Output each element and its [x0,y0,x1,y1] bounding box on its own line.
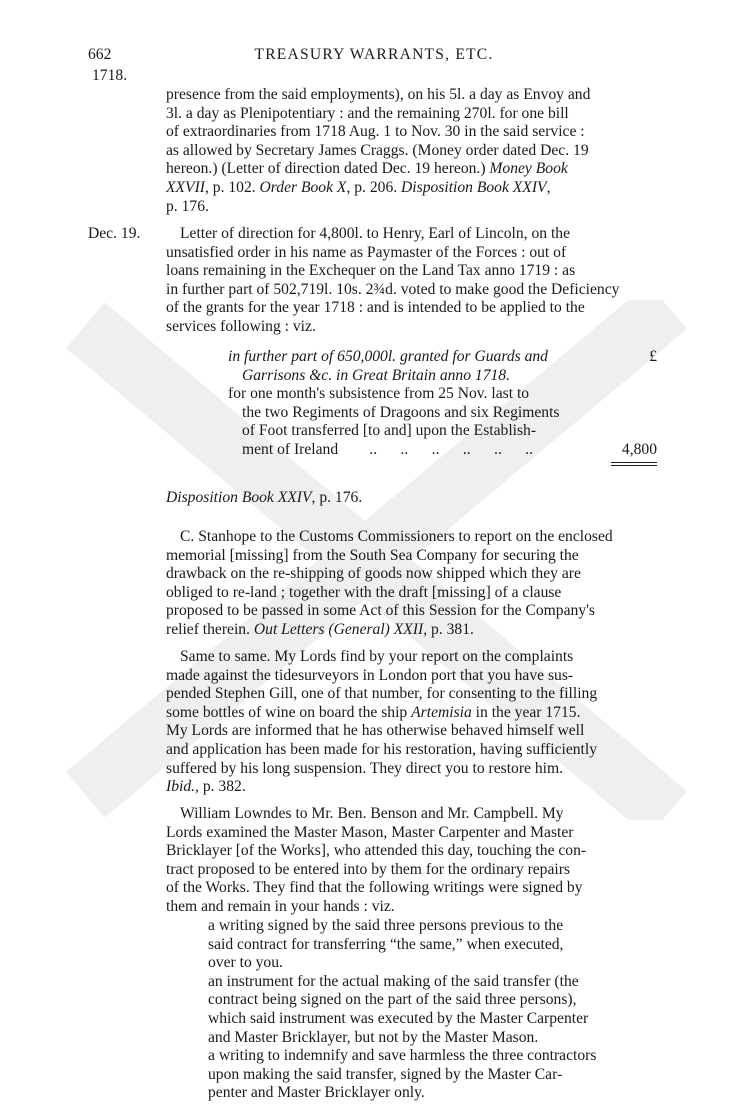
text-line: tract proposed to be entered into by them for the ordinary repairs [166,860,570,878]
entry-lowndes [166,805,657,917]
text-line: Disposition Book XXIV, p. 176. [166,489,363,506]
amount-value: 4,800 [621,441,657,458]
row-text: the two Regiments of Dragoons and six Regiments [242,403,560,421]
text-line: Ibid., p. 382. [166,778,246,796]
text-line: Same to same. My Lords find by your report on the complaints [180,648,574,665]
row-text: for one month's subsistence from 25 Nov. last to [228,385,530,403]
text-line: proposed to be passed in some Act of this Session for the Company's [166,602,595,620]
text-line: of the grants for the year 1718 : and is intended to be applied to the [166,299,585,317]
text-line: made against the tidesurveyors in London port that you have sus- [166,666,574,684]
text-line: pended Stephen Gill, one of that number, for consenting to the filling [166,685,598,703]
text-line: William Lowndes to Mr. Ben. Benson and Mr. Campbell. My [180,805,564,822]
text-line: Letter of direction for 4,800l. to Henry, Earl of Lincoln, on the [180,225,571,242]
total-rule [611,462,657,463]
list-item: a writing signed by the said three persons previous to the said contract for transferring “the same,” when executed, over to you. [208,917,564,972]
text-line: relief therein. Out Letters (General) XXII, p. 381. [166,620,474,638]
text-line: of the Works. They find that the following writings were signed by [166,879,583,897]
total-rule [611,465,657,466]
text-line: My Lords are informed that he has otherwise behaved himself well [166,722,585,740]
list-item: a writing to indemnify and save harmless the three contractors upon making the said transfer, signed by the Master Car- penter and Master Bricklayer only. [208,1047,597,1102]
currency-symbol: £ [649,348,657,365]
text-line: of extraordinaries from 1718 Aug. 1 to Nov. 30 in the said service : [166,123,585,141]
text-line: some bottles of wine on board the ship Artemisia in the year 1715. [166,703,581,721]
text-line: XXVII, p. 102. Order Book X, p. 206. Disposition Book XXIV, [166,178,551,196]
text-line: unsatisfied order in his name as Paymaster of the Forces : out of [166,243,567,261]
text-line: suffered by his long suspension. They direct you to restore him. [166,759,564,777]
page-header [88,46,660,68]
text-line: services following : viz. [166,317,316,335]
text-line: memorial [missing] from the South Sea Company for securing the [166,546,579,564]
table-row [228,348,608,385]
table-row [228,385,608,459]
text-line: 3l. a day as Plenipotentiary : and the remaining 270l. for one bill [166,104,569,122]
text-line: Lords examined the Master Mason, Master Carpenter and Master [166,823,574,841]
text-line: drawback on the re-shipping of goods now shipped which they are [166,565,581,583]
text-line: loans remaining in the Exchequer on the Land Tax anno 1719 : as [166,262,576,280]
entry-source [166,489,657,508]
text-line: presence from the said employments), on his 5l. a day as Envoy and [166,86,591,103]
row-text: Garrisons &c. in Great Britain anno 1718. [242,366,510,384]
entry-letter-of-direction [166,225,657,337]
text-line: them and remain in your hands : viz. [166,897,395,915]
entry-same-to-same [166,648,657,797]
row-text: of Foot transferred [to and] upon the Establish- [242,422,537,440]
running-head: TREASURY WARRANTS, ETC. [254,46,494,63]
row-text: ment of Ireland .. .. .. .. .. .. [242,440,534,458]
entry-date: Dec. 19. [88,225,141,242]
account-table [166,348,657,460]
list-item: an instrument for the actual making of the said transfer (the contract being signed on the part of the said three persons), which said instrument was executed by the Master Carpenter and Master Bricklayer, but not by the Master Mason. [208,972,589,1046]
text-line: p. 176. [166,197,209,215]
year-marker: 1718. [92,67,128,84]
text-line: in further part of 502,719l. 10s. 2¾d. voted to make good the Deficiency [166,280,620,298]
text-line: Bricklayer [of the Works], who attended this day, touching the con- [166,842,587,860]
text-line: C. Stanhope to the Customs Commissioners to report on the enclosed [180,528,613,545]
row-text: in further part of 650,000l. granted for Guards and [228,348,548,365]
text-line: and application has been made for his restoration, having sufficiently [166,740,598,758]
writings-list [208,917,657,1103]
page-number: 662 [88,46,112,63]
text-line: obliged to re-land ; together with the draft [missing] of a clause [166,583,562,601]
entry-stanhope [166,528,657,640]
text-line: hereon.) (Letter of direction dated Dec. 19 hereon.) Money Book [166,160,568,178]
text-line: as allowed by Secretary James Craggs. (Money order dated Dec. 19 [166,141,589,159]
continuation-paragraph [166,86,657,216]
